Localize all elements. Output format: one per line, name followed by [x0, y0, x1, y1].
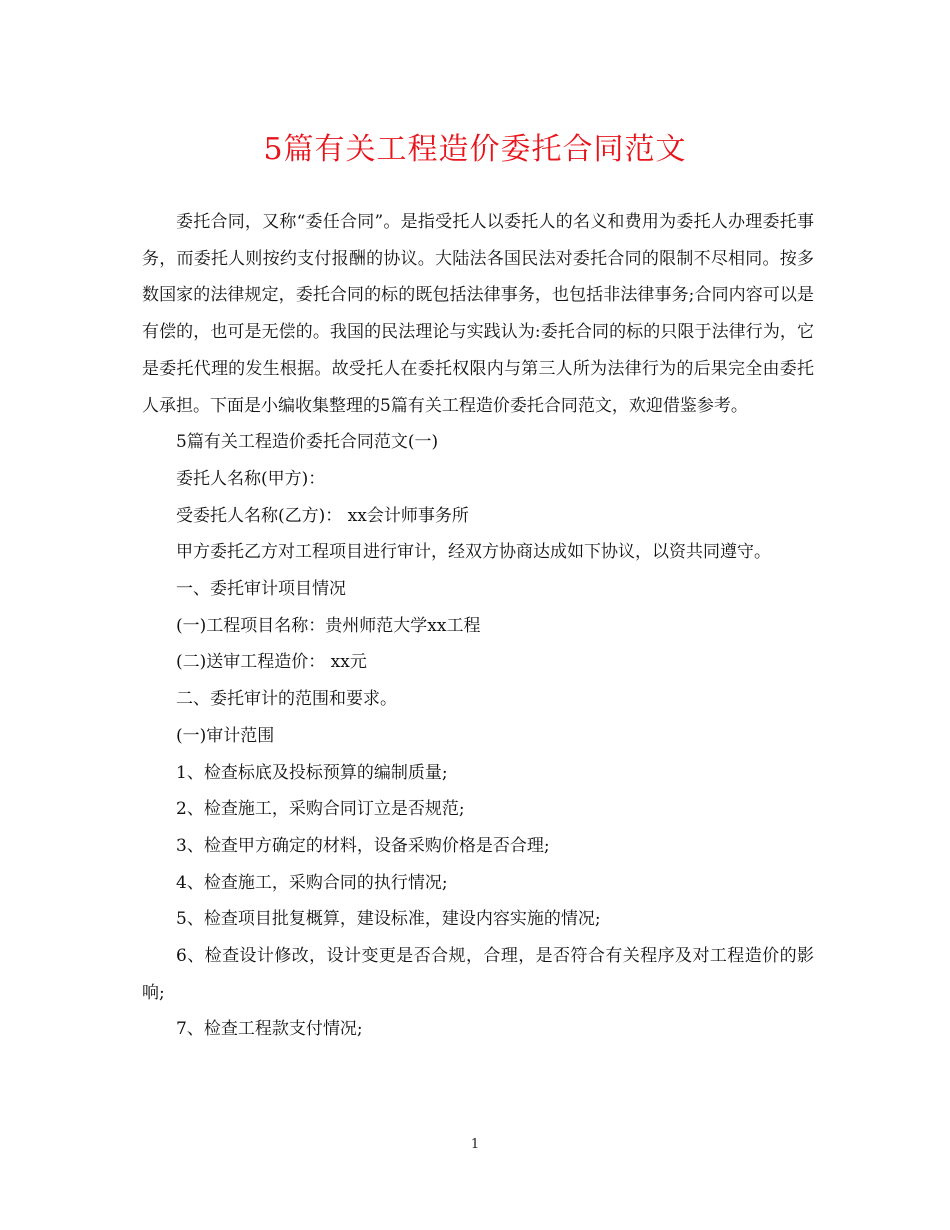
list-item: 3、检查甲方确定的材料，设备采购价格是否合理;: [176, 835, 550, 856]
body-paragraph: 委托合同，又称“委任合同”。是指受托人以委托人的名义和费用为委托人办理委托事务，而委托人则按约支付报酬的协议。大陆法各国民法对委托合同的限制不尽相同。按多数国家的法律规定，委托合同的标的既包括法律事务，也包括非法律事务;合同内容可以是有偿的，也可是无偿的。我国的民法理论与实践认为:委托合同的标的只限于法律行为，它是委托代理的发生根据。故受托人在委托权限内与第三人所为法律行为的后果完全由委托人承担。下面是小编收集整理的5篇有关工程造价委托合同范文，欢迎借鉴参考。: [142, 212, 814, 416]
list-item: 4、检查施工，采购合同的执行情况;: [176, 872, 448, 893]
list-item: 7、检查工程款支付情况;: [176, 1019, 363, 1040]
party-b-line: 受委托人名称(乙方)： xx会计师事务所: [176, 505, 469, 526]
page-number: 1: [470, 1137, 480, 1152]
section-heading: 一、委托审计项目情况: [176, 579, 346, 600]
body-paragraph: 甲方委托乙方对工程项目进行审计，经双方协商达成如下协议，以资共同遵守。: [176, 542, 771, 563]
document-body: [142, 204, 814, 1048]
section-heading: 二、委托审计的范围和要求。: [176, 689, 397, 710]
party-a-line: 委托人名称(甲方)：: [176, 468, 326, 489]
list-item: 6、检查设计修改，设计变更是否合规，合理，是否符合有关程序及对工程造价的影响;: [142, 946, 814, 1003]
list-item: (二)送审工程造价： xx元: [176, 652, 367, 673]
document-title: 5篇有关工程造价委托合同范文: [263, 132, 687, 167]
subsection-heading: (一)审计范围: [176, 725, 275, 746]
list-item: 1、检查标底及投标预算的编制质量;: [176, 762, 448, 783]
list-item: 5、检查项目批复概算，建设标准，建设内容实施的情况;: [176, 909, 601, 930]
list-item: (一)工程项目名称：贵州师范大学xx工程: [176, 615, 481, 636]
list-item: 2、检查施工，采购合同订立是否规范;: [176, 799, 465, 820]
section-heading: 5篇有关工程造价委托合同范文(一): [176, 432, 439, 453]
